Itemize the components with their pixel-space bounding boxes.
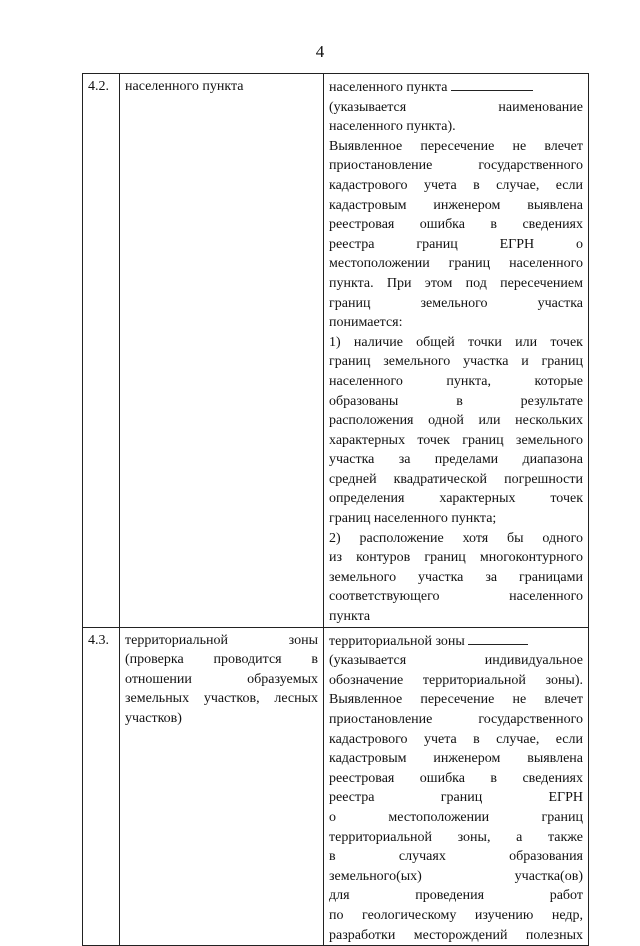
cell-text-line: 2) расположение хотя бы одного: [329, 530, 583, 546]
cell-text-line: для проведения работ: [329, 888, 583, 904]
cell-text-line: населенного пункта, которые: [329, 373, 583, 389]
cell-text-line: границ земельного участка: [329, 295, 583, 311]
blank-line: [468, 631, 528, 645]
cell-text-line: населенного пункта: [329, 77, 583, 98]
check-subject-cell: [120, 627, 324, 946]
cell-text-line: понимается:: [329, 315, 403, 331]
cell-text-line: в случаях образования: [329, 849, 583, 865]
cell-text-line: соответствующего населенного: [329, 589, 583, 605]
table-row-4-2: [83, 74, 589, 628]
cell-text-line: Выявленное пересечение не влечет: [329, 692, 583, 708]
page-number: 4: [315, 42, 325, 61]
cell-text-line: земельных участков, лесных: [125, 691, 318, 707]
cell-text-line: разработки месторождений полезных: [329, 927, 583, 943]
description-cell: [324, 74, 589, 628]
cell-text-line: (проверка проводится в: [125, 652, 318, 668]
blank-line: [451, 77, 533, 91]
cell-text-line: кадастрового учета в случае, если: [329, 731, 583, 747]
cell-text-line: границ земельного участка и границ: [329, 354, 583, 370]
cell-text-line: участков): [125, 711, 182, 726]
cell-text-line: обозначение территориальной зоны).: [329, 672, 583, 688]
cell-text-line: приостановление государственного: [329, 712, 583, 727]
requirements-table: [82, 73, 589, 946]
cell-text-line: характерных точек границ земельного: [329, 432, 583, 448]
cell-text-line: территориальной зоны: [329, 631, 583, 652]
cell-text-line: (указывается наименование: [329, 99, 583, 115]
cell-text-line: расположения одной или нескольких: [329, 413, 583, 429]
cell-text-line: населенного пункта).: [329, 119, 456, 135]
row-number: 4.3.: [83, 627, 120, 946]
description-cell: [324, 627, 589, 946]
cell-text-line: пункта. При этом под пересечением: [329, 275, 583, 291]
cell-text-line: участка за пределами диапазона: [329, 452, 583, 468]
cell-text-line: по геологическому изучению недр,: [329, 907, 583, 923]
cell-text-line: (указывается индивидуальное: [329, 653, 583, 669]
cell-text-line: кадастрового учета в случае, если: [329, 177, 583, 193]
cell-text-line: населенного пункта: [125, 79, 244, 94]
cell-text-line: средней квадратической погрешности: [329, 471, 583, 487]
cell-text-line: кадастровым инженером выявлена: [329, 197, 583, 213]
table-row-4-3: [83, 627, 589, 946]
cell-text-line: границ населенного пункта;: [329, 511, 497, 527]
cell-text-line: реестровая ошибка в сведениях: [329, 217, 583, 233]
cell-text-line: кадастровым инженером выявлена: [329, 751, 583, 767]
cell-text-line: земельного участка за границами: [329, 569, 583, 585]
cell-text-line: образованы в результате: [329, 393, 583, 409]
cell-text-line: реестра границ ЕГРН о: [329, 236, 583, 252]
cell-text-line: реестровая ошибка в сведениях: [329, 770, 583, 786]
cell-text-line: из контуров границ многоконтурного: [329, 550, 583, 566]
cell-text-line: 1) наличие общей точки или точек: [329, 334, 583, 350]
cell-text-line: реестра границ ЕГРН: [329, 790, 583, 806]
cell-text-line: отношении образуемых: [125, 671, 318, 687]
cell-text-line: определения характерных точек: [329, 491, 583, 507]
cell-text-line: о местоположении границ: [329, 809, 583, 825]
check-subject-cell: [120, 74, 324, 628]
cell-text-line: приостановление государственного: [329, 158, 583, 174]
cell-text-line: Выявленное пересечение не влечет: [329, 138, 583, 154]
cell-text-line: территориальной зоны: [125, 632, 318, 648]
cell-text-line: земельного(ых) участка(ов): [329, 868, 583, 884]
cell-text-line: пункта: [329, 609, 371, 625]
cell-text-line: местоположении границ населенного: [329, 256, 583, 272]
cell-text-line: территориальной зоны, а также: [329, 829, 583, 845]
row-number: 4.2.: [83, 74, 120, 628]
